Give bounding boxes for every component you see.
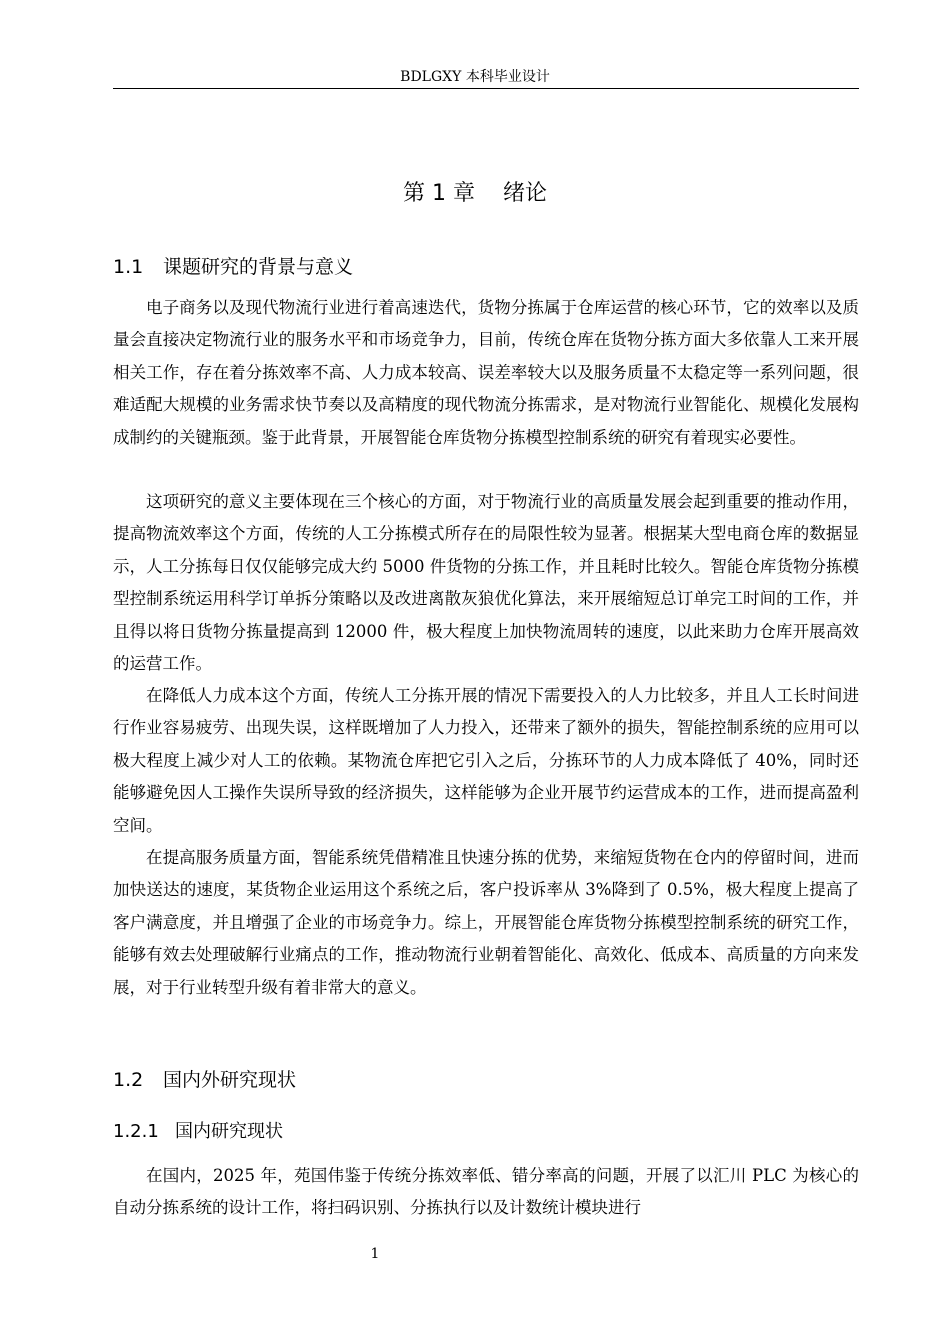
section-number: 1.1 bbox=[113, 256, 144, 278]
section-title: 课题研究的背景与意义 bbox=[163, 256, 354, 278]
header-rule bbox=[113, 88, 859, 89]
section-heading-1-1 bbox=[113, 253, 353, 281]
subsection-title: 国内研究现状 bbox=[175, 1121, 283, 1142]
section-number: 1.2 bbox=[113, 1069, 144, 1091]
section-heading-1-2 bbox=[113, 1066, 296, 1094]
subsection-heading-1-2-1 bbox=[113, 1119, 283, 1145]
page-header: BDLGXY 本科毕业设计 bbox=[400, 69, 550, 85]
section-title: 国内外研究现状 bbox=[163, 1069, 297, 1091]
chapter-number: 第 1 章 bbox=[403, 181, 475, 206]
paragraph: 在提高服务质量方面，智能系统凭借精准且快速分拣的优势，来缩短货物在仓内的停留时间，进而加快送达的速度，某货物企业运用这个系统之后，客户投诉率从 3%降到了 0.5%，极大程度上提高了客户满意度，并且增强了企业的市场竞争力。综上，开展智能仓库货物分拣模型控制系统的研究工作，能够有效去处理破解行业痛点的工作，推动物流行业朝着智能化、高效化、低成本、高质量的方向来发展，对于行业转型升级有着非常大的意义。 bbox=[113, 848, 859, 997]
subsection-number: 1.2.1 bbox=[113, 1121, 159, 1142]
paragraph: 在降低人力成本这个方面，传统人工分拣开展的情况下需要投入的人力比较多，并且人工长时间进行作业容易疲劳、出现失误，这样既增加了人力投入，还带来了额外的损失，智能控制系统的应用可以极大程度上减少对人工的依赖。某物流仓库把它引入之后，分拣环节的人力成本降低了 40%，同时还能够避免因人工操作失误所导致的经济损失，这样能够为企业开展节约运营成本的工作，进而提高盈利空间。 bbox=[113, 686, 859, 835]
chapter-title bbox=[0, 178, 950, 210]
paragraph: 在国内，2025 年，苑国伟鉴于传统分拣效率低、错分率高的问题，开展了以汇川 PLC 为核心的自动分拣系统的设计工作，将扫码识别、分拣执行以及计数统计模块进行 bbox=[113, 1166, 859, 1218]
paragraph: 电子商务以及现代物流行业进行着高速迭代，货物分拣属于仓库运营的核心环节，它的效率以及质量会直接决定物流行业的服务水平和市场竞争力，目前，传统仓库在货物分拣方面大多依靠人工来开展相关工作，存在着分拣效率不高、人力成本较高、误差率较大以及服务质量不太稳定等一系列问题，很难适配大规模的业务需求快节奏以及高精度的现代物流分拣需求，是对物流行业智能化、规模化发展构成制约的关键瓶颈。鉴于此背景，开展智能仓库货物分拣模型控制系统的研究有着现实必要性。 bbox=[113, 298, 859, 447]
paragraph: 这项研究的意义主要体现在三个核心的方面，对于物流行业的高质量发展会起到重要的推动作用，提高物流效率这个方面，传统的人工分拣模式所存在的局限性较为显著。根据某大型电商仓库的数据显示，人工分拣每日仅仅能够完成大约 5000 件货物的分拣工作，并且耗时比较久。智能仓库货物分拣模型控制系统运用科学订单拆分策略以及改进离散灰狼优化算法，来开展缩短总订单完工时间的工作，并且得以将日货物分拣量提高到 12000 件，极大程度上加快物流周转的速度，以此来助力仓库开展高效的运营工作。 bbox=[113, 492, 859, 674]
chapter-name: 绪论 bbox=[502, 181, 547, 206]
page-number: 1 bbox=[370, 1246, 380, 1262]
